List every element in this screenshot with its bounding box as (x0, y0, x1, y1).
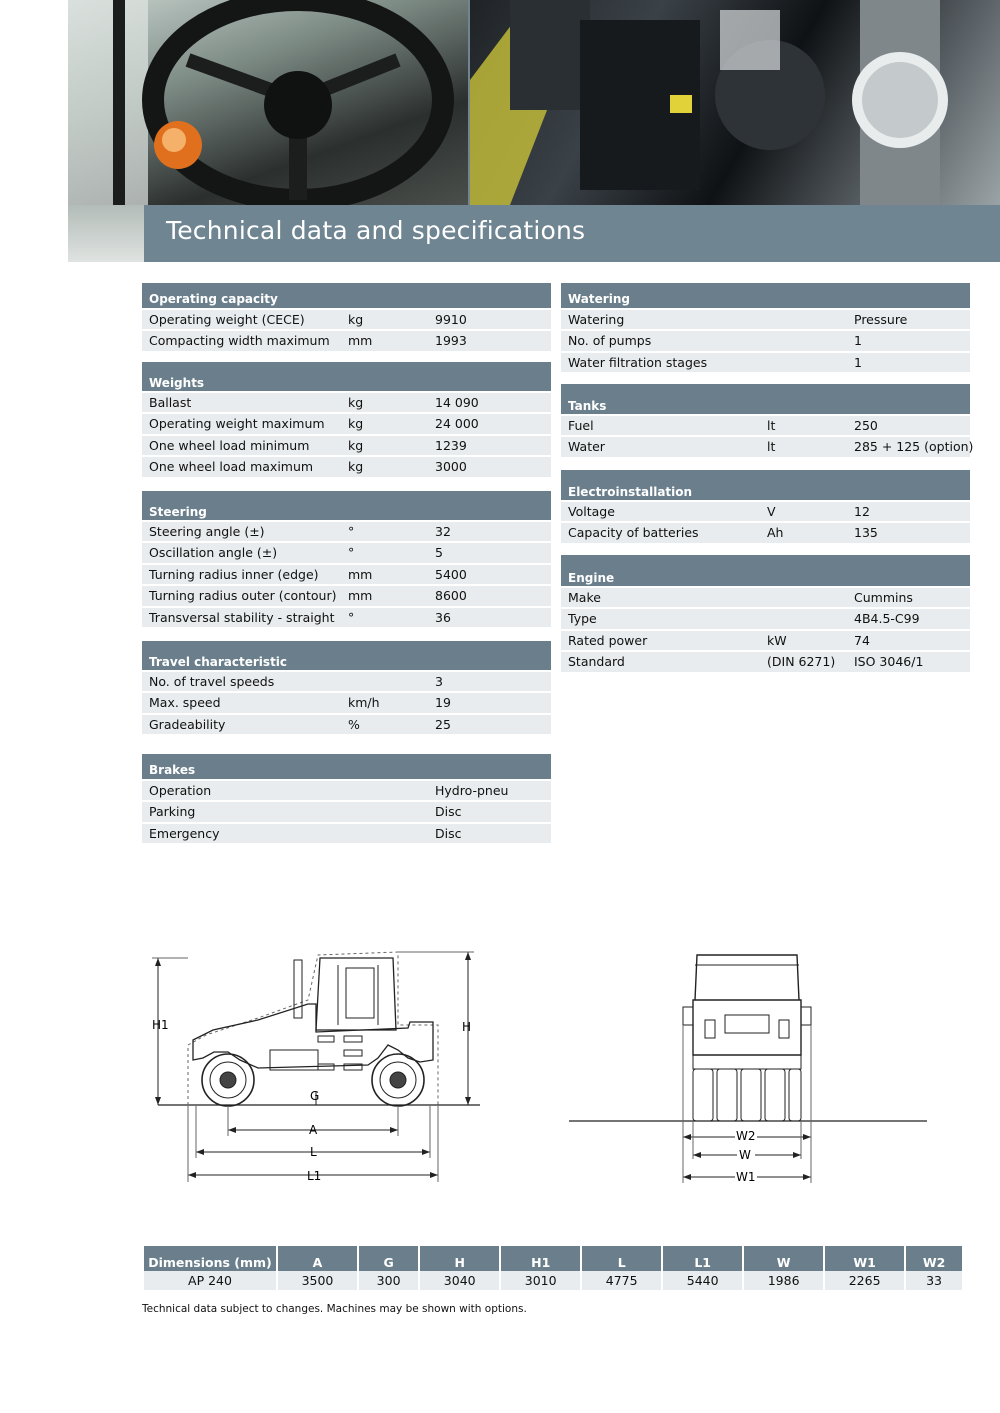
spec-value: 5400 (435, 566, 467, 582)
spec-label: Operating weight (CECE) (149, 312, 305, 327)
spec-unit: kg (348, 312, 364, 327)
table-header: W (744, 1246, 823, 1271)
dimensions-table (142, 1246, 964, 1290)
header-photo-strip (68, 205, 144, 262)
spec-row (142, 672, 551, 691)
section-watering (561, 283, 970, 374)
page-title: Technical data and specifications (166, 216, 586, 245)
table-header: H (420, 1246, 499, 1271)
section-heading: Brakes (142, 754, 551, 779)
spec-label: Steering angle (±) (149, 524, 265, 539)
spec-row (561, 652, 970, 671)
spec-row (561, 523, 970, 542)
spec-value: Cummins (854, 590, 913, 605)
spec-value: 285 + 125 (option) (854, 439, 974, 455)
spec-label: Transversal stability - straight (149, 609, 335, 625)
spec-unit: kg (348, 395, 364, 410)
table-header: W2 (906, 1246, 962, 1271)
spec-unit: mm (348, 333, 373, 349)
spec-value: Disc (435, 825, 462, 841)
spec-unit: lt (767, 439, 776, 455)
spec-unit: km/h (348, 695, 380, 711)
footnote: Technical data subject to changes. Machines may be shown with options. (142, 1303, 527, 1315)
spec-label: Capacity of batteries (568, 525, 699, 541)
spec-row (561, 353, 970, 372)
section-heading: Engine (561, 555, 970, 586)
spec-unit: lt (767, 418, 776, 433)
spec-label: No. of travel speeds (149, 674, 275, 689)
section-engine (561, 555, 970, 674)
label-l: L (310, 1145, 317, 1159)
spec-label: Compacting width maximum (149, 333, 330, 349)
spec-row (142, 693, 551, 712)
spec-label: Standard (568, 654, 625, 670)
spec-value: 250 (854, 418, 878, 433)
spec-label: Ballast (149, 395, 192, 410)
spec-value: 135 (854, 525, 878, 541)
spec-value: 9910 (435, 312, 467, 327)
spec-value: 1993 (435, 333, 467, 349)
front-view-drawing (565, 945, 930, 1185)
section-operating-capacity (142, 283, 551, 353)
table-header: W1 (825, 1246, 904, 1271)
spec-row (561, 609, 970, 628)
spec-label: Water filtration stages (568, 354, 708, 370)
spec-unit: (DIN 6271) (767, 654, 836, 670)
spec-label: Water (568, 439, 605, 455)
spec-row (561, 588, 970, 607)
label-w1: W1 (736, 1170, 756, 1184)
spec-value: Pressure (854, 312, 908, 327)
spec-row (142, 393, 551, 412)
spec-unit: Ah (767, 525, 784, 541)
spec-unit: % (348, 716, 360, 732)
spec-label: Rated power (568, 632, 648, 648)
section-steering (142, 491, 551, 629)
spec-label: Operation (149, 783, 212, 798)
steering-wheel-illustration (68, 0, 468, 205)
spec-value: ISO 3046/1 (854, 654, 924, 670)
spec-row (142, 586, 551, 605)
spec-label: Gradeability (149, 716, 226, 732)
dimensions-header-row (144, 1246, 962, 1271)
spec-value: 74 (854, 632, 870, 648)
dimensions-row-ap240 (144, 1271, 962, 1290)
spec-row (142, 802, 551, 821)
spec-label: Fuel (568, 418, 594, 433)
spec-label: One wheel load minimum (149, 437, 310, 453)
section-tanks (561, 384, 974, 459)
spec-row (142, 310, 551, 329)
label-w: W (739, 1148, 751, 1162)
section-travel-characteristic (142, 641, 551, 736)
section-heading: Weights (142, 362, 551, 391)
section-brakes (142, 754, 551, 845)
spec-unit: kg (348, 416, 364, 432)
spec-row (561, 331, 970, 350)
table-cell: 3040 (420, 1271, 499, 1290)
label-l1: L1 (307, 1169, 322, 1183)
table-cell: 3500 (278, 1271, 357, 1290)
spec-row (142, 522, 551, 541)
spec-row (142, 414, 551, 433)
spec-unit: kW (767, 632, 787, 648)
spec-row (561, 502, 970, 521)
side-view-drawing (148, 940, 488, 1190)
spec-label: Emergency (149, 825, 220, 841)
spec-unit: ° (348, 545, 355, 561)
spec-unit: mm (348, 566, 373, 582)
spec-row (561, 437, 974, 456)
table-header: H1 (501, 1246, 580, 1271)
spec-label: Turning radius outer (contour) (149, 588, 337, 604)
spec-value: 1239 (435, 437, 467, 453)
table-header: G (359, 1246, 418, 1271)
engine-illustration (470, 0, 1000, 205)
spec-row (142, 565, 551, 584)
table-cell: 2265 (825, 1271, 904, 1290)
spec-value: 1 (854, 354, 862, 370)
spec-label: Operating weight maximum (149, 416, 325, 432)
spec-row (142, 781, 551, 800)
section-heading: Travel characteristic (142, 641, 551, 670)
spec-row (142, 715, 551, 734)
spec-row (561, 310, 970, 329)
table-cell: 3010 (501, 1271, 580, 1290)
spec-value: 5 (435, 545, 443, 561)
section-heading: Watering (561, 283, 970, 308)
spec-row (142, 824, 551, 843)
header-banner (68, 0, 1000, 262)
spec-label: Oscillation angle (±) (149, 545, 278, 561)
spec-label: Make (568, 590, 601, 605)
spec-label: Watering (568, 312, 625, 327)
spec-label: Parking (149, 804, 196, 820)
spec-value: 19 (435, 695, 451, 711)
table-header: L1 (663, 1246, 742, 1271)
spec-unit: kg (348, 437, 364, 453)
table-cell: 5440 (663, 1271, 742, 1290)
spec-label: Turning radius inner (edge) (149, 566, 319, 582)
spec-row (561, 631, 970, 650)
table-cell: 4775 (582, 1271, 661, 1290)
table-cell: 1986 (744, 1271, 823, 1290)
spec-label: Max. speed (149, 695, 221, 711)
section-weights (142, 362, 551, 479)
spec-value: 24 000 (435, 416, 479, 432)
label-h1: H1 (152, 1018, 169, 1032)
spec-row (142, 608, 551, 627)
label-w2: W2 (736, 1129, 756, 1143)
spec-value: Hydro-pneu (435, 783, 509, 798)
spec-unit: kg (348, 459, 364, 475)
table-cell: AP 240 (144, 1271, 276, 1290)
spec-value: 8600 (435, 588, 467, 604)
table-header: A (278, 1246, 357, 1271)
spec-value: 32 (435, 524, 451, 539)
engine-compartment-photo (470, 0, 1000, 205)
spec-row (142, 543, 551, 562)
spec-unit: ° (348, 524, 355, 539)
spec-label: Type (568, 611, 597, 627)
spec-unit: V (767, 504, 776, 519)
label-a: A (309, 1123, 318, 1137)
table-cell: 300 (359, 1271, 418, 1290)
spec-unit: mm (348, 588, 373, 604)
spec-value: 4B4.5-C99 (854, 611, 920, 627)
table-cell: 33 (906, 1271, 962, 1290)
spec-row (142, 331, 551, 350)
label-h: H (462, 1020, 472, 1034)
spec-unit: ° (348, 609, 355, 625)
section-heading: Electroinstallation (561, 470, 970, 500)
cab-steering-wheel-photo (68, 0, 468, 205)
section-electroinstallation (561, 470, 970, 545)
section-heading: Steering (142, 491, 551, 520)
spec-value: 12 (854, 504, 870, 519)
spec-label: One wheel load maximum (149, 459, 314, 475)
spec-value: 14 090 (435, 395, 479, 410)
spec-value: 3 (435, 674, 443, 689)
spec-value: 36 (435, 609, 451, 625)
section-heading: Tanks (561, 384, 970, 414)
spec-value: Disc (435, 804, 462, 820)
spec-row (142, 457, 551, 476)
table-header: L (582, 1246, 661, 1271)
spec-row (561, 416, 970, 435)
spec-value: 3000 (435, 459, 467, 475)
label-g: G (310, 1089, 320, 1103)
spec-row (142, 436, 551, 455)
section-heading: Operating capacity (142, 283, 551, 308)
spec-value: 25 (435, 716, 451, 732)
spec-value: 1 (854, 333, 862, 349)
spec-label: No. of pumps (568, 333, 652, 349)
spec-label: Voltage (568, 504, 615, 519)
table-header: Dimensions (mm) (144, 1246, 276, 1271)
